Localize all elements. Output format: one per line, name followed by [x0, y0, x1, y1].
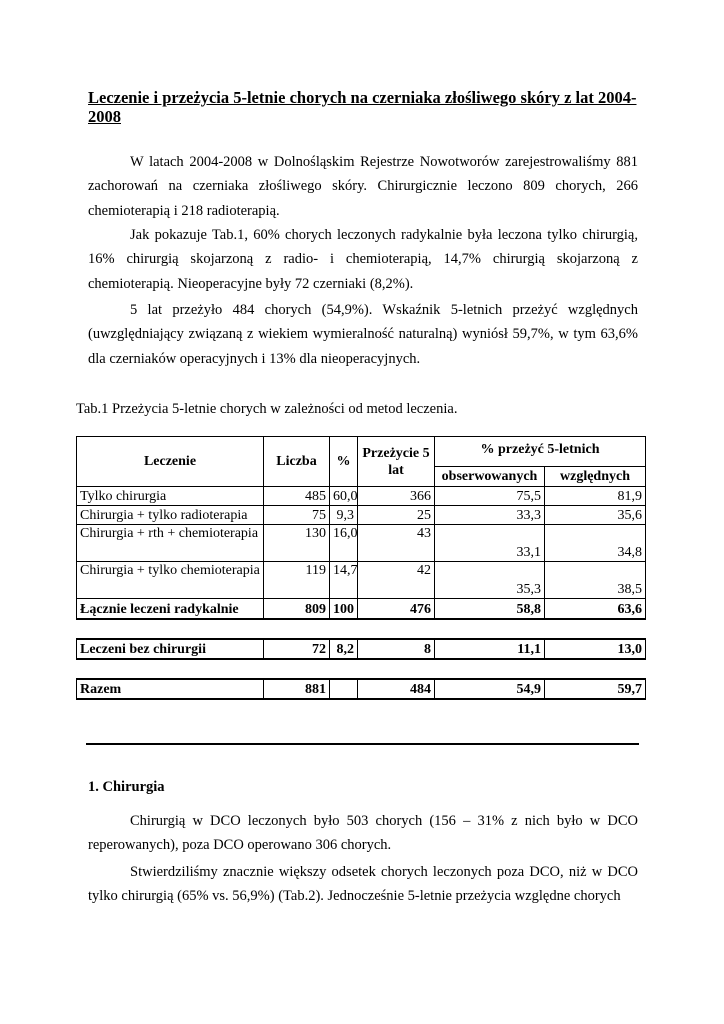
document-title: Leczenie i przeżycia 5-letnie chorych na czerniaka złośliwego skóry z lat 2004-2008: [88, 88, 637, 126]
section-heading: 1. Chirurgia: [88, 779, 165, 795]
row-label: Tylko chirurgia: [77, 487, 264, 506]
row-label: Chirurgia + rth + chemioterapia: [77, 525, 264, 562]
paragraph-intro: [88, 150, 638, 223]
row-label: Chirurgia + tylko radioterapia: [77, 506, 264, 525]
cell-relative: 59,7: [545, 679, 646, 699]
header-przezycie: Przeżycie 5 lat: [358, 437, 435, 487]
cell-relative: 38,5: [545, 562, 646, 599]
header-leczenie: Leczenie: [77, 437, 264, 487]
cell-liczba: 119: [264, 562, 330, 599]
cell-percent: 60,0: [330, 487, 358, 506]
cell-liczba: 881: [264, 679, 330, 699]
paragraph-surgery-dco: [88, 809, 638, 858]
cell-liczba: 485: [264, 487, 330, 506]
cell-przezycie: 8: [358, 639, 435, 659]
cell-relative: 63,6: [545, 599, 646, 619]
row-label: Chirurgia + tylko chemioterapia: [77, 562, 264, 599]
cell-liczba: 75: [264, 506, 330, 525]
paragraph-survival-text: 5 lat przeżyło 484 chorych (54,9%). Wskaźnik 5-letnich przeżyć względnych (uwzględniający związaną z wiekiem wymieralność naturalną) wyniósł 59,7%, w tym 63,6% dla czerniaków operacyjnych i 13% dla nieoperacyjnych.: [88, 302, 638, 367]
paragraph-surgery-comparison-text: Stwierdziliśmy znacznie większy odsetek chorych leczonych poza DCO, niż w DCO tylko chirurgią (65% vs. 56,9%) (Tab.2). Jednocześnie 5-letnie przeżycia względne chorych: [88, 864, 638, 905]
paragraph-surgery-dco-text: Chirurgią w DCO leczonych było 503 chorych (156 – 31% z nich było w DCO reperowanych), poza DCO operowano 306 chorych.: [88, 813, 638, 854]
cell-liczba: 809: [264, 599, 330, 619]
header-percent: %: [330, 437, 358, 487]
survival-table: [76, 436, 646, 700]
table-caption: Tab.1 Przeżycia 5-letnie chorych w zależności od metod leczenia.: [76, 401, 458, 417]
cell-observed: 35,3: [435, 562, 545, 599]
cell-relative: 35,6: [545, 506, 646, 525]
cell-relative: 13,0: [545, 639, 646, 659]
paragraph-surgery-comparison: [88, 860, 638, 909]
cell-observed: 75,5: [435, 487, 545, 506]
cell-liczba: 72: [264, 639, 330, 659]
table-row: [77, 562, 646, 599]
paragraph-treatment-text: Jak pokazuje Tab.1, 60% chorych leczonych radykalnie była leczona tylko chirurgią, 16% chirurgią skojarzoną z radio- i chemioterapią, 14,7% chirurgią skojarzoną z chemioterapią. Nieoperacyjne były 72 czerniaki (8,2%).: [88, 227, 638, 292]
cell-przezycie: 366: [358, 487, 435, 506]
table-row-razem: [77, 679, 646, 699]
paragraph-intro-text: W latach 2004-2008 w Dolnośląskim Rejestrze Nowotworów zarejestrowaliśmy 881 zachorowań na czerniaka złośliwego skóry. Chirurgicznie leczono 809 chorych, 266 chemioterapią i 218 radioterapią.: [88, 154, 638, 219]
cell-percent: 100: [330, 599, 358, 619]
cell-przezycie: 484: [358, 679, 435, 699]
cell-observed: 11,1: [435, 639, 545, 659]
row-label: Łącznie leczeni radykalnie: [77, 599, 264, 619]
cell-przezycie: 42: [358, 562, 435, 599]
cell-percent: 8,2: [330, 639, 358, 659]
table-row-total-radical: [77, 599, 646, 619]
cell-liczba: 130: [264, 525, 330, 562]
header-liczba: Liczba: [264, 437, 330, 487]
table-row: [77, 525, 646, 562]
cell-przezycie: 476: [358, 599, 435, 619]
table-row: [77, 487, 646, 506]
cell-observed: 58,8: [435, 599, 545, 619]
cell-relative: 81,9: [545, 487, 646, 506]
cell-percent: 9,3: [330, 506, 358, 525]
cell-przezycie: 43: [358, 525, 435, 562]
header-relative: względnych: [545, 467, 646, 487]
cell-przezycie: 25: [358, 506, 435, 525]
header-observed: obserwowanych: [435, 467, 545, 487]
row-label: Leczeni bez chirurgii: [77, 639, 264, 659]
cell-relative: 34,8: [545, 525, 646, 562]
paragraph-survival: [88, 298, 638, 371]
cell-observed: 54,9: [435, 679, 545, 699]
paragraph-treatment: [88, 223, 638, 296]
cell-observed: 33,3: [435, 506, 545, 525]
row-label: Razem: [77, 679, 264, 699]
cell-percent: 16,0: [330, 525, 358, 562]
cell-percent: [330, 679, 358, 699]
header-group-survival: % przeżyć 5-letnich: [435, 437, 646, 467]
horizontal-divider: [86, 743, 639, 745]
table-row: [77, 506, 646, 525]
cell-percent: 14,7: [330, 562, 358, 599]
cell-observed: 33,1: [435, 525, 545, 562]
table-row-no-surgery: [77, 639, 646, 659]
